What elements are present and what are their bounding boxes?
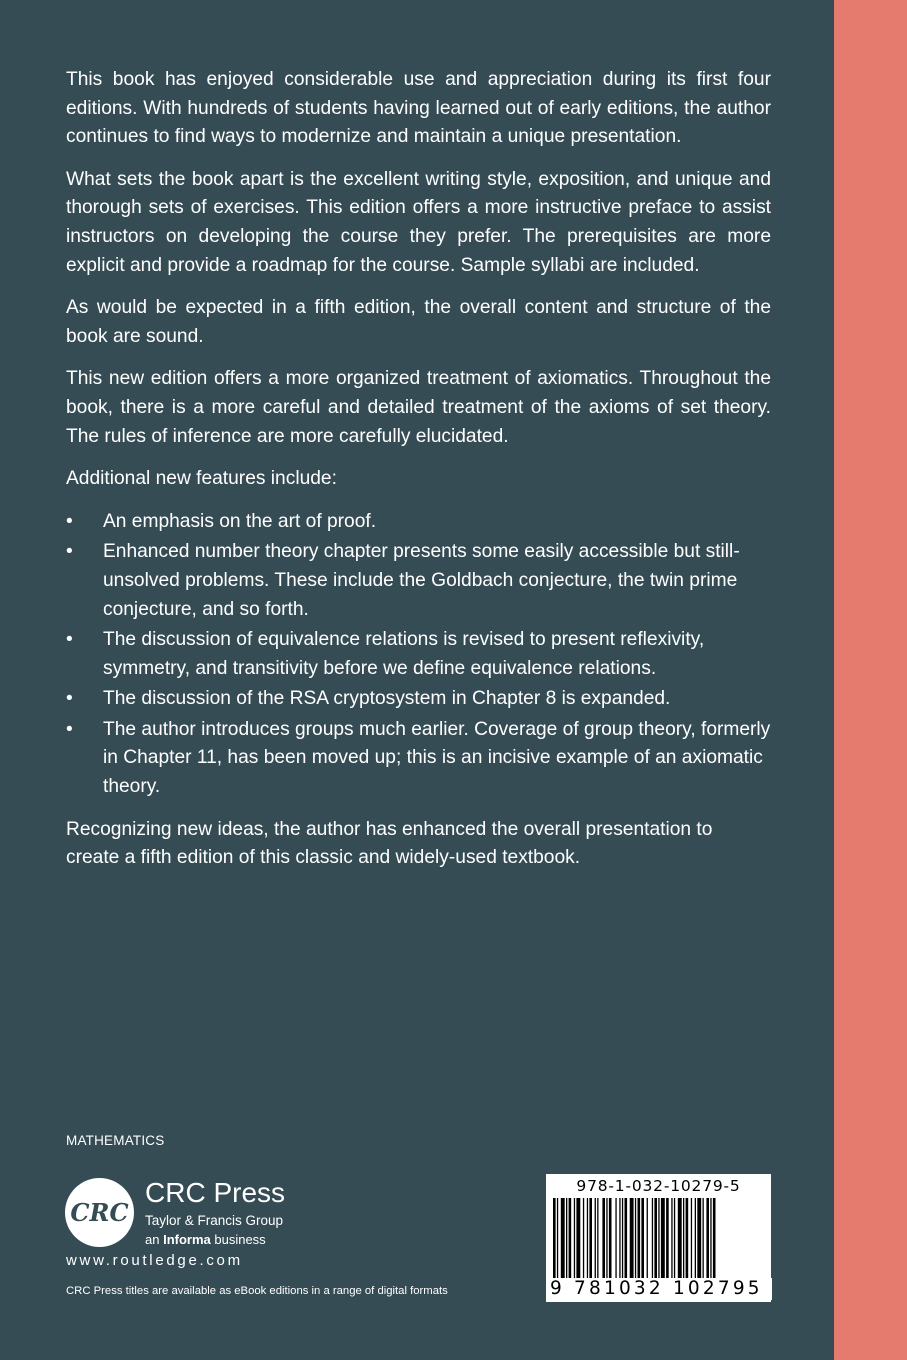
- blurb-paragraph-1: This book has enjoyed considerable use and appreciation during its first four editions. With hundreds of students having learned out of early editions, the author continues to find ways to modernize and maintain a unique presentation.: [66, 69, 771, 148]
- feature-text: Enhanced number theory chapter presents some easily accessible but still-unsolved problems. These include the Goldbach conjecture, the twin prime conjecture, and so forth.: [103, 541, 740, 620]
- spine-stripe: [834, 0, 907, 1360]
- barcode-bar: [706, 1198, 709, 1278]
- barcode-bar: [553, 1198, 556, 1278]
- publisher-group: Taylor & Francis Group: [145, 1213, 284, 1228]
- barcode-bar: [686, 1198, 689, 1278]
- barcode-bar: [583, 1198, 584, 1278]
- closing-paragraph: Recognizing new ideas, the author has enhanced the overall presentation to create a fifth edition of this classic and widely-used textbook.: [66, 818, 713, 869]
- barcode-bar: [710, 1198, 711, 1278]
- features-intro: Additional new features include:: [66, 468, 337, 490]
- publisher-url: www.routledge.com: [66, 1252, 243, 1269]
- barcode-bar: [697, 1198, 701, 1278]
- barcode-bar: [630, 1198, 634, 1278]
- barcode-bar: [683, 1198, 684, 1278]
- barcode-bar: [589, 1198, 592, 1278]
- back-cover-blurb: [66, 66, 771, 887]
- barcode-bar: [666, 1198, 669, 1278]
- barcode-bar: [561, 1198, 565, 1278]
- barcode-bar: [654, 1198, 657, 1278]
- features-list: [66, 508, 771, 802]
- bullet-icon: •: [66, 541, 73, 563]
- barcode-bars: [551, 1198, 766, 1278]
- feature-item: [66, 685, 771, 714]
- feature-item: [66, 538, 771, 624]
- feature-item: [66, 626, 771, 683]
- crc-logo-icon: [65, 1178, 134, 1247]
- feature-text: An emphasis on the art of proof.: [103, 510, 377, 532]
- feature-text: The discussion of the RSA cryptosystem in Chapter 8 is expanded.: [103, 688, 671, 710]
- feature-text: The author introduces groups much earlier. Coverage of group theory, formerly in Chapter 11, has been moved up; this is an incisive example of an axiomatic theory.: [103, 718, 771, 798]
- logo-text: CRC: [70, 1198, 129, 1227]
- isbn-label: 978-1-032-10279-5: [576, 1177, 741, 1195]
- blurb-paragraph-3: As would be expected in a fifth edition, the overall content and structure of the book are sound.: [66, 297, 771, 347]
- barcode-bar: [576, 1198, 580, 1278]
- ebook-note: CRC Press titles are available as eBook editions in a range of digital formats: [66, 1285, 448, 1297]
- barcode-bar: [557, 1198, 558, 1278]
- barcode-bar: [615, 1198, 616, 1278]
- bullet-icon: •: [66, 718, 73, 740]
- blurb-paragraph-4: This new edition offers a more organized treatment of axiomatics. Throughout the book, there is a more careful and detailed treatment of the axioms of set theory. The rules of inference are more carefully elucidated.: [66, 368, 771, 447]
- barcode-bar: [595, 1198, 596, 1278]
- barcode-bar: [609, 1198, 612, 1278]
- barcode-bar: [574, 1198, 575, 1278]
- barcode-bar: [635, 1198, 636, 1278]
- barcode-bar: [674, 1198, 675, 1278]
- feature-text: The discussion of equivalence relations is revised to present reflexivity, symmetry, and transitivity before we define equivalence relations.: [103, 629, 705, 679]
- barcode-bar: [713, 1198, 716, 1278]
- isbn-barcode: [546, 1174, 771, 1302]
- barcode-bar: [658, 1198, 659, 1278]
- barcode-bar: [606, 1198, 607, 1278]
- barcode-bar: [602, 1198, 605, 1278]
- barcode-bar: [569, 1198, 572, 1278]
- barcode-bar: [703, 1198, 704, 1278]
- barcode-bar: [619, 1198, 620, 1278]
- barcode-bar: [647, 1198, 648, 1278]
- blurb-paragraph-2: What sets the book apart is the excellent writing style, exposition, and unique and thorough sets of exercises. This edition offers a more instructive preface to assist instructors on developing the course they prefer. The prerequisites are more explicit and provide a roadmap for the course. Sample syllabi are included.: [66, 168, 771, 276]
- subject-category: MATHEMATICS: [66, 1133, 165, 1148]
- feature-item: [66, 508, 771, 537]
- barcode-bar: [678, 1198, 682, 1278]
- barcode-bar: [661, 1198, 665, 1278]
- barcode-bar: [622, 1198, 623, 1278]
- bullet-icon: •: [66, 510, 73, 532]
- barcode-bar: [695, 1198, 696, 1278]
- isbn-digits: 9 781032 102795: [548, 1278, 772, 1300]
- barcode-bar: [625, 1198, 628, 1278]
- barcode-bar: [566, 1198, 567, 1278]
- barcode-bar: [691, 1198, 692, 1278]
- barcode-bar: [641, 1198, 644, 1278]
- publisher-business: an Informa business: [145, 1232, 266, 1247]
- barcode-bar: [587, 1198, 588, 1278]
- bullet-icon: •: [66, 688, 73, 710]
- barcode-bar: [638, 1198, 641, 1278]
- feature-item: [66, 716, 771, 802]
- barcode-bar: [597, 1198, 598, 1278]
- barcode-bar: [652, 1198, 653, 1278]
- bullet-icon: •: [66, 629, 73, 651]
- barcode-bar: [671, 1198, 672, 1278]
- publisher-name: CRC Press: [145, 1177, 286, 1208]
